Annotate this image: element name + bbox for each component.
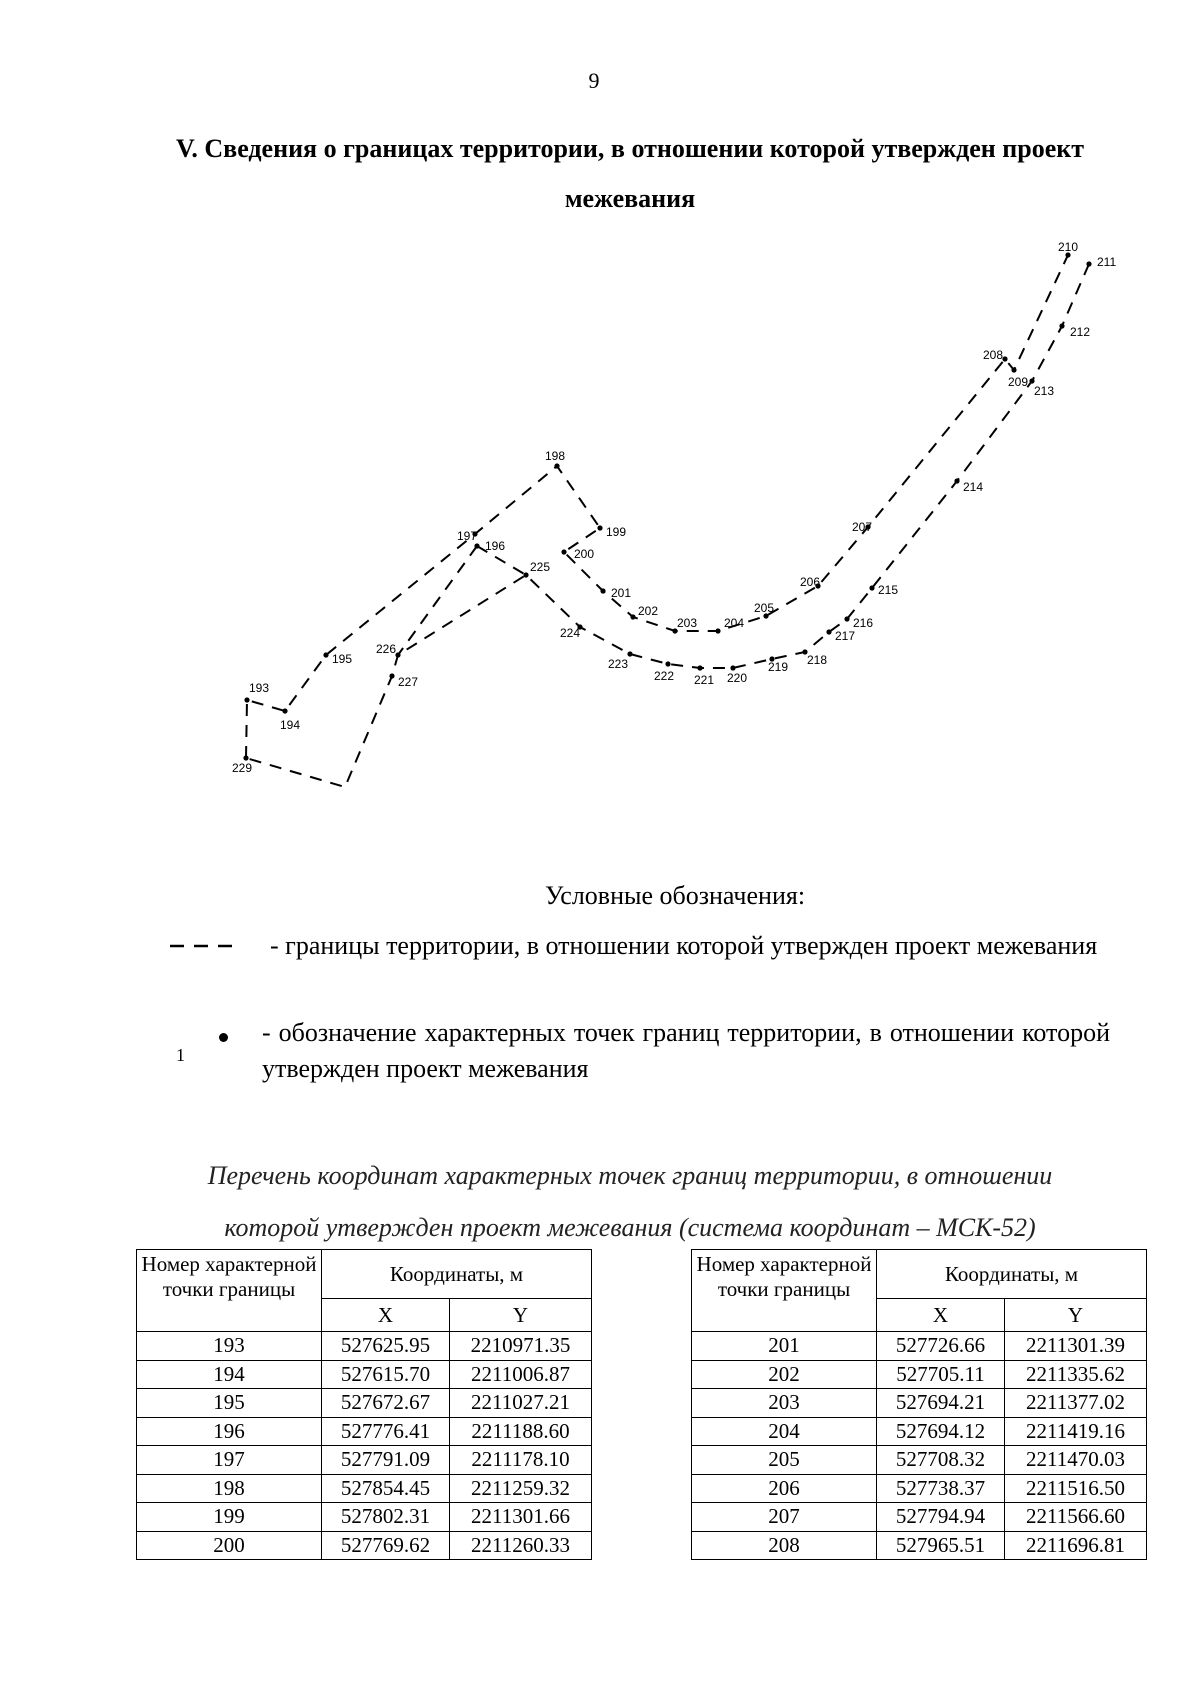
boundary-point-marker <box>1029 378 1034 383</box>
point-number: 197 <box>137 1446 322 1475</box>
table-row <box>692 1417 1147 1446</box>
point-label: 206 <box>800 575 821 589</box>
point-label: 197 <box>457 529 478 543</box>
table-row <box>692 1446 1147 1475</box>
coord-x: 527854.45 <box>322 1474 450 1503</box>
coord-y: 2211178.10 <box>450 1446 592 1475</box>
header-point-number: Номер характерной точки границы <box>692 1250 877 1332</box>
point-label: 199 <box>606 525 627 539</box>
coord-y: 2211470.03 <box>1005 1446 1147 1475</box>
coord-y: 2211027.21 <box>450 1389 592 1418</box>
point-number: 193 <box>137 1332 322 1361</box>
coord-y: 2211696.81 <box>1005 1531 1147 1560</box>
point-label: 216 <box>853 616 874 630</box>
legend-point-text: - обозначение характерных точек границ территории, в отношении которой утвержден проект межевания <box>262 1018 1110 1083</box>
point-label: 222 <box>654 669 675 683</box>
table-row <box>137 1446 592 1475</box>
point-label: 201 <box>611 586 632 600</box>
point-label: 208 <box>983 348 1004 362</box>
point-label: 209 <box>1008 375 1029 389</box>
coordinates-table-right <box>691 1249 1147 1560</box>
boundary-point-marker <box>697 665 702 670</box>
point-label: 198 <box>545 449 566 463</box>
point-number: 196 <box>137 1417 322 1446</box>
boundary-point-marker <box>561 549 566 554</box>
table-row <box>137 1389 592 1418</box>
table-row <box>137 1531 592 1560</box>
coord-y: 2211260.33 <box>450 1531 592 1560</box>
boundary-point-marker <box>1086 261 1091 266</box>
coord-x: 527791.09 <box>322 1446 450 1475</box>
point-number: 208 <box>692 1531 877 1560</box>
point-number: 202 <box>692 1360 877 1389</box>
table-row <box>137 1474 592 1503</box>
header-coordinates: Координаты, м <box>877 1250 1147 1299</box>
boundary-point-marker <box>869 585 874 590</box>
coord-x: 527769.62 <box>322 1531 450 1560</box>
point-label: 207 <box>852 520 873 534</box>
point-label: 196 <box>485 539 506 553</box>
boundary-point-marker <box>665 661 670 666</box>
boundary-point-marker <box>243 755 248 760</box>
boundary-point-marker <box>523 572 528 577</box>
coord-x: 527965.51 <box>877 1531 1005 1560</box>
boundary-point-marker <box>395 652 400 657</box>
boundary-point-marker <box>1002 356 1007 361</box>
coord-y: 2211516.50 <box>1005 1474 1147 1503</box>
table-row <box>692 1474 1147 1503</box>
point-number: 198 <box>137 1474 322 1503</box>
section-title: V. Сведения о границах территории, в отношении которой утвержден проект межевания <box>175 134 1085 213</box>
boundary-point-marker <box>600 588 605 593</box>
point-label: 218 <box>807 653 828 667</box>
header-y: Y <box>1005 1299 1147 1332</box>
point-number: 199 <box>137 1503 322 1532</box>
boundary-point-marker <box>630 614 635 619</box>
coord-y: 2211419.16 <box>1005 1417 1147 1446</box>
coord-x: 527708.32 <box>877 1446 1005 1475</box>
boundary-point-marker <box>1059 323 1064 328</box>
boundary-point-marker <box>323 652 328 657</box>
coord-x: 527694.12 <box>877 1417 1005 1446</box>
coord-x: 527615.70 <box>322 1360 450 1389</box>
coord-y: 2210971.35 <box>450 1332 592 1361</box>
dashed-line-symbol <box>170 944 234 948</box>
point-label: 220 <box>727 671 748 685</box>
point-label: 212 <box>1070 325 1091 339</box>
coord-y: 2211006.87 <box>450 1360 592 1389</box>
point-label: 219 <box>768 660 789 674</box>
point-marker-symbol <box>219 1033 228 1042</box>
point-label: 226 <box>376 642 397 656</box>
point-number: 194 <box>137 1360 322 1389</box>
coord-x: 527802.31 <box>322 1503 450 1532</box>
point-label: 227 <box>398 675 419 689</box>
point-label: 215 <box>878 583 899 597</box>
boundary-point-marker <box>627 651 632 656</box>
point-label: 214 <box>963 480 984 494</box>
point-label: 217 <box>835 629 856 643</box>
point-label: 200 <box>574 547 595 561</box>
table-row <box>692 1531 1147 1560</box>
header-x: X <box>877 1299 1005 1332</box>
coord-y: 2211566.60 <box>1005 1503 1147 1532</box>
page-number: 9 <box>588 68 600 93</box>
point-number: 204 <box>692 1417 877 1446</box>
point-number: 200 <box>137 1531 322 1560</box>
coord-y: 2211259.32 <box>450 1474 592 1503</box>
point-label: 203 <box>677 616 698 630</box>
boundary-point-marker <box>389 673 394 678</box>
point-label: 211 <box>1097 255 1117 269</box>
coord-y: 2211301.66 <box>450 1503 592 1532</box>
coord-x: 527672.67 <box>322 1389 450 1418</box>
coordinates-table-left <box>136 1249 592 1560</box>
boundary-point-marker <box>826 629 831 634</box>
coord-x: 527776.41 <box>322 1417 450 1446</box>
table-row <box>137 1417 592 1446</box>
coord-x: 527794.94 <box>877 1503 1005 1532</box>
boundary-point-marker <box>282 708 287 713</box>
coord-x: 527694.21 <box>877 1389 1005 1418</box>
table-row <box>137 1332 592 1361</box>
header-point-number: Номер характерной точки границы <box>137 1250 322 1332</box>
point-label: 204 <box>724 616 745 630</box>
boundary-point-marker <box>597 525 602 530</box>
boundary-point-marker <box>1011 367 1016 372</box>
coord-y: 2211301.39 <box>1005 1332 1147 1361</box>
point-label: 213 <box>1034 384 1055 398</box>
boundary-point-marker <box>474 543 479 548</box>
point-number: 195 <box>137 1389 322 1418</box>
point-label: 205 <box>754 601 775 615</box>
table-caption: Перечень координат характерных точек границ территории, в отношении которой утвержден проект межевания (система координат – МСК-52) <box>207 1161 1053 1242</box>
coord-x: 527726.66 <box>877 1332 1005 1361</box>
boundary-point-marker <box>244 697 249 702</box>
point-label: 221 <box>694 673 715 687</box>
coord-y: 2211335.62 <box>1005 1360 1147 1389</box>
header-y: Y <box>450 1299 592 1332</box>
point-number: 206 <box>692 1474 877 1503</box>
table-row <box>692 1360 1147 1389</box>
point-number: 201 <box>692 1332 877 1361</box>
point-label: 229 <box>232 761 253 775</box>
boundary-point-marker <box>715 628 720 633</box>
coord-x: 527625.95 <box>322 1332 450 1361</box>
coord-x: 527705.11 <box>877 1360 1005 1389</box>
point-label: 194 <box>280 718 301 732</box>
boundary-point-marker <box>554 463 559 468</box>
table-row <box>692 1503 1147 1532</box>
legend-boundary-text: - границы территории, в отношении которой утвержден проект межевания <box>270 931 1098 960</box>
point-label: 210 <box>1058 240 1079 254</box>
point-label: 224 <box>560 626 581 640</box>
legend-point-sample-label: 1 <box>176 1045 185 1065</box>
point-label: 195 <box>332 652 353 666</box>
table-row <box>137 1503 592 1532</box>
table-row <box>692 1332 1147 1361</box>
point-label: 202 <box>638 604 659 618</box>
boundary-point-marker <box>954 478 959 483</box>
header-coordinates: Координаты, м <box>322 1250 592 1299</box>
boundary-line <box>246 264 1089 787</box>
point-label: 225 <box>530 560 551 574</box>
boundary-line <box>398 546 477 655</box>
point-label: 193 <box>249 681 270 695</box>
point-number: 205 <box>692 1446 877 1475</box>
table-row <box>137 1360 592 1389</box>
header-x: X <box>322 1299 450 1332</box>
coord-y: 2211377.02 <box>1005 1389 1147 1418</box>
point-label: 223 <box>608 657 629 671</box>
point-number: 207 <box>692 1503 877 1532</box>
coord-x: 527738.37 <box>877 1474 1005 1503</box>
table-row <box>692 1389 1147 1418</box>
legend-heading: Условные обозначения: <box>545 881 806 910</box>
boundary-point-marker <box>844 616 849 621</box>
point-number: 203 <box>692 1389 877 1418</box>
boundary-point-marker <box>730 665 735 670</box>
coord-y: 2211188.60 <box>450 1417 592 1446</box>
